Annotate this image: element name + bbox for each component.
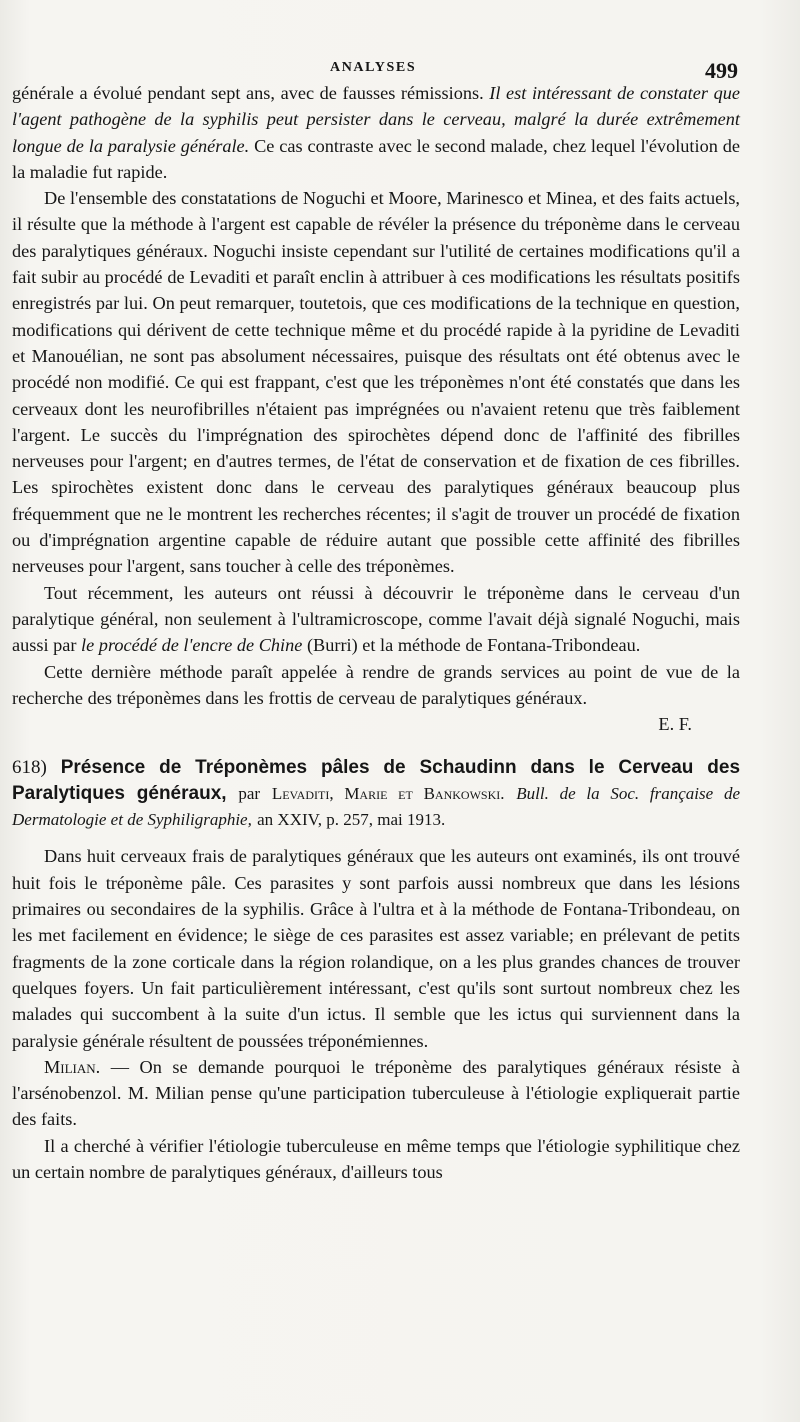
text-run: — On se demande pourquoi le tréponème des paralytiques généraux résiste à l'arsénobenzol. M. Milian pense qu'une participation tuberculeuse à l'étiologie expliquerait partie des faits. <box>12 1056 740 1130</box>
byline-par: par <box>238 784 261 804</box>
article-heading <box>12 755 740 833</box>
body-text <box>12 80 740 1185</box>
italic-run: le procédé de l'encre de Chine <box>81 635 303 656</box>
page-number: 499 <box>705 58 738 83</box>
running-title: ANALYSES <box>330 60 417 75</box>
article-authors: Levaditi, Marie et Bankowski. <box>271 784 505 804</box>
paragraph-recemment <box>12 580 740 659</box>
paragraph-milian <box>12 1054 740 1133</box>
text-run: Ce cas contraste avec le second malade, chez lequel l'évolution de la maladie fut rapide. <box>12 135 740 182</box>
italic-run: Il est intéressant de constater que l'agent pathogène de la syphilis peut persister dans le cerveau, malgré la durée extrêmement longue de la paralysie générale. <box>12 83 740 156</box>
signature: E. F. <box>658 714 692 735</box>
paragraph-etiologie: Il a cherché à vérifier l'étiologie tuberculeuse en même temps que l'étiologie syphilitique chez un certain nombre de paralytiques généraux, d'ailleurs tous <box>12 1135 740 1182</box>
paragraph-ensemble: De l'ensemble des constatations de Noguchi et Moore, Marinesco et Minea, et des faits actuels, il résulte que la méthode à l'argent est capable de révéler la présence du tréponème dans le cerveau des paralytiques généraux. Noguchi insiste cependant sur l'utilité de certaines modifications qu'il a fait subir au procédé de Levaditi et paraît enclin à attribuer à ces modifications les résultats positifs enregistrés par lui. On peut remarquer, toutetois, que ces modifications de la technique en question, modifications qui dérivent de cette technique même et du procédé rapide à la pyridine de Levaditi et Manouélian, ne sont pas absolument nécessaires, puisque des résultats ont été obtenus avec le procédé non modifié. Ce qui est frappant, c'est que les tréponèmes n'ont été constatés que dans les cerveaux dont les neurofibrilles n'étaient pas imprégnées ou n'avaient retenu que très faiblement l'argent. Le succès du l'imprégnation des spirochètes dépend donc de l'affinité des fibrilles nerveuses pour l'argent; en d'autres termes, de l'état de conservation et de fixation de ces fibrilles. Les spirochètes existent donc dans le cerveau des paralytiques généraux beaucoup plus fréquemment que ne le montrent les recherches récentes; il s'agit de trouver un procédé de fixation ou d'imprégnation argentine capable de réduire autant que possible cette affinité des fibrilles nerveuses pour l'argent, sans toucher à celle des tréponèmes. <box>12 188 740 577</box>
paragraph-derniere-methode: Cette dernière méthode paraît appelée à rendre de grands services au point de vue de la recherche des tréponèmes dans les frottis de cerveau de paralytiques généraux. <box>12 661 740 708</box>
article-number: 618) <box>12 757 47 779</box>
article-title: Présence de Tréponèmes pâles de Schaudinn dans le Cerveau des Paralytiques généraux, <box>12 757 741 805</box>
text-run: générale a évolué pendant sept ans, avec de fausses rémissions. <box>12 83 490 103</box>
paragraph-huit-cerveaux: Dans huit cerveaux frais de paralytiques généraux que les auteurs ont examinés, ils ont trouvé huit fois le tréponème pâle. Ces parasites y sont parfois aussi nombreux que dans les lésions primaires ou secondaires de la syphilis. Grâce à l'ultra et à la méthode de Fontana-Tribondeau, on les met facilement en évidence; le siège de ces parasites est assez variable; en prélevant de petits fragments de la zone corticale dans la région rolandique, on a les plus grandes chances de trouver quelques foyers. Un fait particulièrement intéressant, c'est qu'ils sont surtout nombreux chez les malades qui succombent à la suite d'un ictus. Il semble que les ictus qui surviennent dans la paralysie générale résultent de poussées tréponémiennes. <box>12 846 740 1051</box>
citation: an XXIV, p. 257, mai 1913. <box>257 810 446 830</box>
text-run: (Burri) et la méthode de Fontana-Tribondeau. <box>302 635 641 656</box>
spacer <box>12 833 740 843</box>
text-run: Tout récemment, les auteurs ont réussi à découvrir le tréponème dans le cerveau d'un paralytique général, non seulement à l'ultramicroscope, comme l'avait déjà signalé Noguchi, mais aussi par <box>12 582 740 656</box>
journal-name: Bull. de la Soc. française de Dermatologie et de Syphiligraphie, <box>12 784 740 830</box>
paragraph-conclusion <box>12 80 740 185</box>
spacer <box>12 737 740 755</box>
milian-name: Milian. <box>44 1056 101 1077</box>
